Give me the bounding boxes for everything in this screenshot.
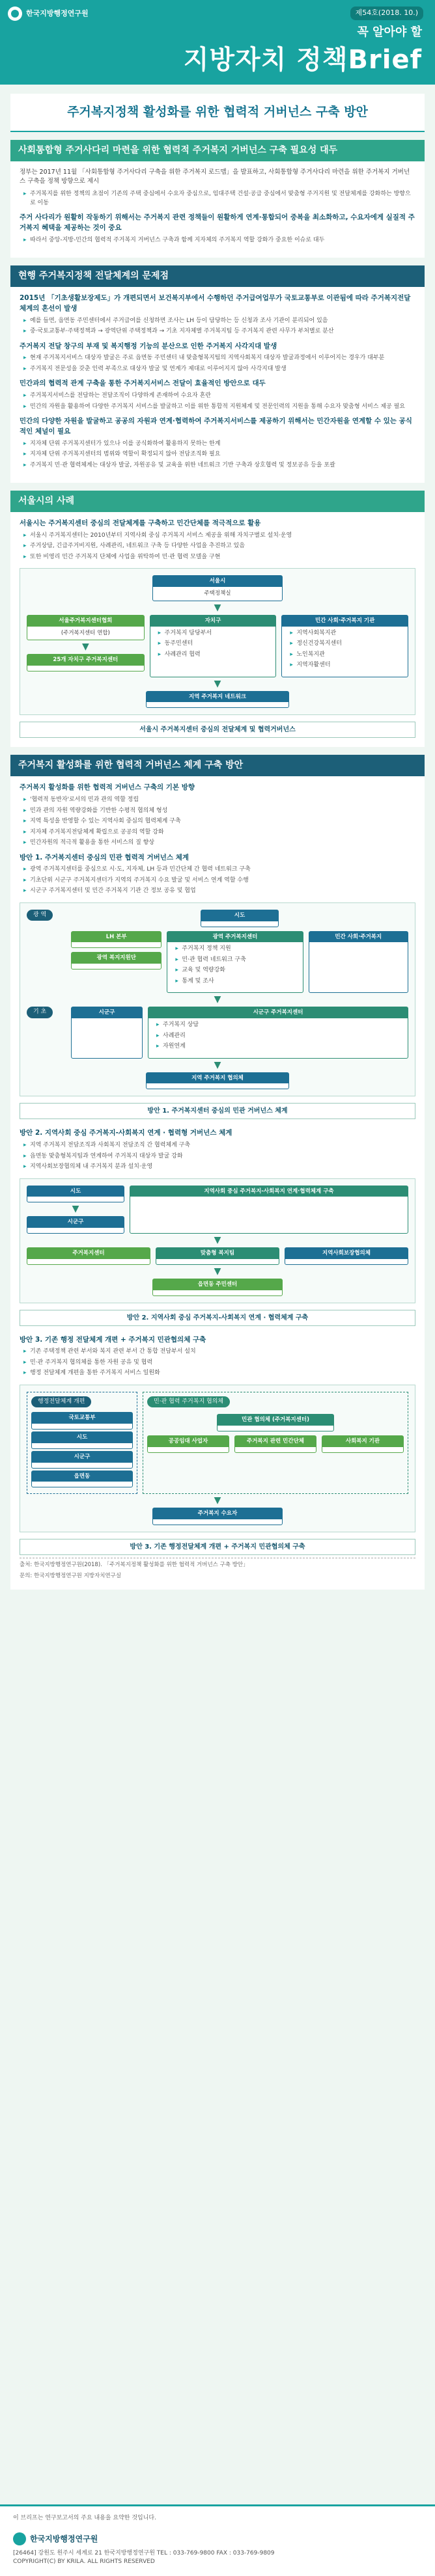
node-item: ▸ 노인복지관 bbox=[290, 651, 404, 660]
diagram-node-sido bbox=[201, 910, 279, 927]
list-item: ▸ 지역사회보장협의체 내 주거복지 분과 설치·운영 bbox=[23, 1163, 415, 1172]
level-label-regional: 광 역 bbox=[27, 910, 53, 921]
diagram-node-welfare-support bbox=[71, 952, 161, 969]
node-title: 지역사회보장협의체 bbox=[285, 1248, 408, 1259]
diagram-node-sigungu-center bbox=[148, 1007, 408, 1058]
node-title: 주거복지센터 bbox=[27, 1248, 150, 1259]
brand-title: 지방자치 정책Brief bbox=[183, 45, 422, 75]
node-title: 시군구 bbox=[72, 1007, 142, 1018]
node-title: 시도 bbox=[27, 1186, 124, 1197]
section-1 bbox=[10, 140, 425, 258]
list-item: ▸ 민·관 주거복지 협의체를 통한 자원 공유 및 협력 bbox=[23, 1359, 415, 1368]
diagram-node-sigungu bbox=[71, 1007, 143, 1058]
org-logo-icon bbox=[8, 7, 22, 21]
arrow-down-icon: ▼ bbox=[214, 1266, 221, 1277]
node-title: 시도 bbox=[32, 1432, 132, 1443]
diagram-node-sido bbox=[27, 1186, 124, 1203]
list-item: ▸ 따라서 중앙-지방-민간의 협력적 주거복지 거버넌스 구축과 함께 지자체의 주거복지 역할 강화가 중요한 이슈로 대두 bbox=[23, 236, 415, 245]
node-title: 지역 주거복지 네트워크 bbox=[147, 692, 288, 703]
sub-brand: 꼭 알아야 할 bbox=[357, 25, 422, 39]
arrow-down-icon: ▼ bbox=[214, 602, 221, 613]
section-2-list-4 bbox=[23, 440, 415, 470]
list-item: ▸ 민간자원의 적극적 활용을 통한 서비스의 질 향상 bbox=[23, 839, 415, 848]
section-4-lead1: 주거복지 활성화를 위한 협력적 거버넌스 구축의 기본 방향 bbox=[20, 783, 195, 792]
node-item: ▸ 사례관리 협력 bbox=[158, 651, 272, 660]
arrow-down-icon: ▼ bbox=[214, 678, 221, 689]
list-item: ▸ 민과 관의 자원 역량강화를 기반한 수평적 협의체 형성 bbox=[23, 807, 415, 816]
diagram-node-ministry bbox=[31, 1412, 133, 1430]
node-title: 서울시 bbox=[153, 576, 282, 587]
node-item: ▸ 동주민센터 bbox=[158, 640, 272, 649]
option-2-list bbox=[23, 1141, 415, 1172]
org-logo-icon bbox=[13, 2532, 26, 2545]
arrow-down-icon: ▼ bbox=[214, 1235, 221, 1245]
footer-logo bbox=[13, 2532, 422, 2545]
node-item: ▸ 정신건강복지센터 bbox=[290, 640, 404, 649]
footer-org: 한국지방행정연구원 bbox=[30, 2534, 98, 2543]
node-item: ▸ 지역사회복지관 bbox=[290, 629, 404, 638]
section-2-lead1: 2015년 「기초생활보장제도」가 개편되면서 보건복지부에서 수행하던 주거급여업무가 국토교통부로 이관됨에 따라 주거복지전달체계의 혼선이 발생 bbox=[20, 294, 411, 312]
diagram-node-seoul bbox=[152, 575, 283, 601]
section-2-list-3 bbox=[23, 392, 415, 411]
option-1-diagram bbox=[20, 902, 415, 1097]
node-title: LH 본부 bbox=[72, 932, 161, 943]
node-title: 읍면동 bbox=[32, 1471, 132, 1482]
section-2-list-1 bbox=[23, 317, 415, 336]
diagram-node-regional-center bbox=[167, 931, 303, 994]
list-item: ▸ 광역 주거복지센터를 중심으로 시·도, 지자체, LH 등과 민간단체 간 협력 네트워크 구축 bbox=[23, 865, 415, 874]
node-title: 시도 bbox=[201, 910, 278, 921]
org-name: 한국지방행정연구원 bbox=[26, 8, 89, 18]
section-2-lead2: 주거복지 전달 창구의 부재 및 복지행정 기능의 분산으로 인한 주거복지 사각지대 발생 bbox=[20, 342, 277, 350]
section-4-principles bbox=[23, 796, 415, 848]
node-title: 공공임대 사업자 bbox=[148, 1436, 229, 1447]
node-item: ▸ 주거복지 정책 지원 bbox=[175, 945, 298, 954]
node-title: 민관 협의체 (주거복지센터) bbox=[218, 1415, 333, 1426]
list-item: ▸ 주거복지 민·관 협력체계는 대상자 발굴, 자원공유 및 교육을 위한 네트워크 기반 구축과 상호협력 및 정보공유 등을 포괄 bbox=[23, 461, 415, 470]
node-title: 민간 사회·주거복지 기관 bbox=[282, 616, 408, 627]
option-1-list bbox=[23, 865, 415, 896]
diagram-node-sigungu bbox=[31, 1451, 133, 1469]
figure-caption: 서울시 주거복지센터 중심의 전달체계 및 협력거버넌스 bbox=[20, 722, 415, 738]
diagram-node-linkage bbox=[130, 1186, 408, 1234]
arrow-down-icon: ▼ bbox=[214, 1495, 221, 1506]
diagram-node-council-center bbox=[217, 1414, 334, 1431]
node-item: ▸ 민·관 협력 네트워크 구축 bbox=[175, 956, 298, 965]
diagram-node-lh bbox=[71, 931, 161, 949]
figure-caption-1: 방안 1. 주거복지센터 중심의 민관 거버넌스 체계 bbox=[20, 1103, 415, 1119]
diagram-node-private bbox=[281, 615, 408, 677]
list-item: ▸ 지자체 주거복지전담체계 확립으로 공공의 역할 강화 bbox=[23, 828, 415, 837]
diagram-node-district bbox=[150, 615, 277, 677]
node-title: 광역 복지지원단 bbox=[72, 953, 161, 964]
diagram-node-civil-group bbox=[234, 1435, 316, 1453]
option-3-diagram bbox=[20, 1385, 415, 1532]
node-title: 광역 주거복지센터 bbox=[167, 932, 302, 943]
node-item: ▸ 사례관리 bbox=[156, 1032, 404, 1041]
node-sub: (주거복지센터 연합) bbox=[61, 629, 110, 636]
diagram-node-civil bbox=[309, 931, 408, 994]
node-title: 행정전달체계 개편 bbox=[31, 1396, 91, 1408]
list-item: ▸ 시군구 주거복지센터 및 민간 주거복지 기관 간 정보 공유 및 협업 bbox=[23, 887, 415, 896]
footer bbox=[0, 2504, 435, 2576]
section-3 bbox=[10, 491, 425, 747]
main-title: 주거복지정책 활성화를 위한 협력적 거버넌스 구축 방안 bbox=[10, 94, 425, 132]
arrow-down-icon: ▼ bbox=[214, 1059, 221, 1070]
list-item: ▸ 예를 들면, 읍면동 주민센터에서 주거급여를 신청하면 조사는 LH 등이 담당하는 등 신청과 조사 기관이 분리되어 있음 bbox=[23, 317, 415, 326]
node-title: 국토교통부 bbox=[32, 1413, 132, 1424]
diagram-node-eupmyeondong bbox=[31, 1471, 133, 1488]
section-1-list bbox=[23, 190, 415, 208]
section-2-lead3: 민간과의 협력적 관계 구축을 통한 주거복지서비스 전달이 효율적인 방안으로 대두 bbox=[20, 379, 266, 388]
section-3-lead1: 서울시는 주거복지센터 중심의 전달체계를 구축하고 민간단체를 적극적으로 활용 bbox=[20, 519, 261, 527]
list-item: ▸ 지역 주거복지 전담조직과 사회복지 전담조직 간 협력체계 구축 bbox=[23, 1141, 415, 1150]
list-item: ▸ 민간의 자원을 활용하여 다양한 주거복지 서비스를 발굴하고 이를 위한 통합적 지원체계 및 전문인력의 지원을 통해 수요자 맞춤형 서비스 제공 필요 bbox=[23, 403, 415, 412]
section-1-p1: 정부는 2017년 11월 「사회통합형 주거사다리 구축을 위한 주거복지 로드맵」을 발표하고, 사회통합형 주거사다리 마련을 위한 주거복지 거버넌스 구축을 정책 방향으로 제시 bbox=[20, 168, 410, 185]
option-1-title: 방안 1. 주거복지센터 중심의 민관 협력적 거버넌스 체계 bbox=[20, 853, 189, 861]
diagram-node-district-centers bbox=[27, 654, 145, 671]
section-4-heading: 주거복지 활성화를 위한 협력적 거버넌스 체계 구축 방안 bbox=[10, 755, 425, 776]
diagram-node-recipients bbox=[152, 1508, 283, 1525]
section-3-list bbox=[23, 532, 415, 562]
section-2-list-2 bbox=[23, 354, 415, 373]
node-title: 서울주거복지센터협회 bbox=[27, 616, 144, 627]
figure-caption-3: 방안 3. 기존 행정전달체계 개편 + 주거복지 민관협의체 구축 bbox=[20, 1539, 415, 1555]
node-item: ▸ 교육 및 역량강화 bbox=[175, 966, 298, 975]
section-4 bbox=[10, 755, 425, 1589]
option-3-list bbox=[23, 1348, 415, 1378]
list-item: ▸ 지역 특성을 반영할 수 있는 지역사회 중심의 협력체계 구축 bbox=[23, 817, 415, 826]
diagram-node-social-council bbox=[285, 1247, 408, 1265]
list-item: ▸ 주거복지를 위한 정책의 초점이 기존의 주택 중심에서 수요자 중심으로, 임대주택 건설·공급 중심에서 맞춤형 주거지원 및 전달체계를 강화하는 방향으로 이동 bbox=[23, 190, 415, 208]
node-item: ▸ 주거복지 담당부서 bbox=[158, 629, 272, 638]
option-2-diagram bbox=[20, 1178, 415, 1303]
node-title: 지역사회 중심 주거복지-사회복지 연계·협력체계 구축 bbox=[130, 1186, 408, 1197]
section-2-lead4: 민간의 다양한 자원을 발굴하고 공공의 자원과 연계·협력하여 주거복지서비스를 제공하기 위해서는 민간자원을 연계할 수 있는 공식적인 체널이 필요 bbox=[20, 417, 412, 435]
list-item: ▸ '협력적 동반자'로서의 민과 관의 역할 정립 bbox=[23, 796, 415, 805]
header bbox=[0, 0, 435, 85]
section-2-heading: 현행 주거복지정책 전달체계의 문제점 bbox=[10, 265, 425, 287]
node-item: ▸ 통계 및 조사 bbox=[175, 977, 298, 986]
diagram-node-public-rental bbox=[147, 1435, 229, 1453]
list-item: ▸ 서울시 주거복지센터는 2010년부터 지역사회 중심 주거복지 서비스 제공을 위해 자치구별로 설치·운영 bbox=[23, 532, 415, 541]
section-1-lead2: 주거 사다리가 원활히 작동하기 위해서는 주거복지 관련 정책들이 원활하게 연계·통합되어 중복을 최소화하고, 수요자에게 실질적 주거복지 혜택을 제공하는 것이 중요 bbox=[20, 213, 415, 232]
diagram-node-sigungu bbox=[27, 1216, 124, 1234]
admin-chain bbox=[27, 1392, 137, 1495]
section-1-heading: 사회통합형 주거사다리 마련을 위한 협력적 주거복지 거버넌스 구축 필요성 대두 bbox=[10, 140, 425, 161]
level-label-basic: 기 초 bbox=[27, 1007, 53, 1018]
node-item: ▸ 자원연계 bbox=[156, 1042, 404, 1051]
node-title: 지역 주거복지 협의체 bbox=[147, 1073, 288, 1084]
diagram-node-association bbox=[27, 615, 145, 641]
diagram-node-sido bbox=[31, 1431, 133, 1449]
diagram-node-social-agency bbox=[322, 1435, 404, 1453]
arrow-down-icon: ▼ bbox=[214, 994, 221, 1005]
list-item: ▸ 주거복지 전문성을 갖춘 인력 부족으로 대상자 발굴 및 연계가 제대로 이루어지지 않아 사각지대 발생 bbox=[23, 365, 415, 374]
list-item: ▸ 지자체 단위 주거복지센터의 범위와 역할이 확정되지 않아 전담조직화 필요 bbox=[23, 450, 415, 459]
section-1-list-2 bbox=[23, 236, 415, 245]
list-item: ▸ 중·국토교통부·주택정책과 → 광역단위 주택정책과 → 기초 지자체별 주거복지팀 등 주거복지 관련 사무가 부처별로 분산 bbox=[23, 327, 415, 336]
section-3-heading: 서울시의 사례 bbox=[10, 491, 425, 512]
list-item: ▸ 또한 비영리 민간 주거복지 단체에 사업을 위탁하여 민·관 협력 모델을 구현 bbox=[23, 553, 415, 562]
issue-number: 제54호(2018. 10.) bbox=[350, 7, 423, 20]
node-item: ▸ 주거복지 상담 bbox=[156, 1021, 404, 1030]
diagram-node-community-center bbox=[152, 1279, 283, 1296]
node-item: ▸ 지역자활센터 bbox=[290, 661, 404, 670]
list-item: ▸ 기초단위 시군구 주거복지센터가 지역의 주거복지 수요 발굴 및 서비스 연계 역할 수행 bbox=[23, 876, 415, 886]
list-item: ▸ 기존 주택정책 관련 부서와 복지 관련 부서 간 통합 전담부서 설치 bbox=[23, 1348, 415, 1357]
node-sub: 주택정책실 bbox=[204, 590, 231, 597]
node-title: 민·관 협력 주거복지 협의체 bbox=[147, 1396, 230, 1408]
node-title: 시군구 bbox=[27, 1217, 124, 1228]
arrow-down-icon: ▼ bbox=[72, 1204, 79, 1215]
option-2-title: 방안 2. 지역사회 중심 주거복지-사회복지 연계 · 협력형 거버넌스 체계 bbox=[20, 1129, 232, 1137]
list-item: ▸ 지자체 단위 주거복지센터가 있으나 이를 공식화하여 활용하지 못하는 한계 bbox=[23, 440, 415, 449]
partnership-council bbox=[143, 1392, 408, 1495]
footer-address: [26464] 강원도 원주시 세계로 21 한국지방행정연구원 TEL : 033-769-9800 FAX : 033-769-9809 bbox=[13, 2549, 275, 2556]
diagram-node-network bbox=[146, 691, 289, 709]
node-title: 시군구 주거복지센터 bbox=[148, 1007, 408, 1018]
contact-note: 문의: 한국지방행정연구원 지방자치연구실 bbox=[20, 1572, 122, 1579]
list-item: ▸ 주거상담, 긴급주거비지원, 사례관리, 네트워크 구축 등 다양한 사업을 추진하고 있음 bbox=[23, 542, 415, 551]
node-title: 25개 자치구 주거복지센터 bbox=[27, 655, 144, 666]
figure-caption-2: 방안 2. 지역사회 중심 주거복지-사회복지 연계 · 협력체계 구축 bbox=[20, 1310, 415, 1326]
arrow-down-icon: ▼ bbox=[81, 642, 89, 653]
node-title: 자치구 bbox=[150, 616, 276, 627]
node-title: 시군구 bbox=[32, 1452, 132, 1463]
footer-copyright: COPYRIGHT(C) BY KRILA. ALL RIGHTS RESERVED bbox=[13, 2558, 155, 2565]
org-logo bbox=[8, 7, 89, 21]
section-2 bbox=[10, 265, 425, 483]
node-title: 읍면동 주민센터 bbox=[153, 1279, 282, 1290]
node-title: 주거복지 수요자 bbox=[153, 1508, 282, 1519]
diagram-node-housing-center bbox=[27, 1247, 150, 1265]
footer-disclaimer: 이 브리프는 연구보고서의 주요 내용을 요약한 것입니다. bbox=[13, 2515, 156, 2521]
option-3-title: 방안 3. 기존 행정 전달체계 개편 + 주거복지 민관협의체 구축 bbox=[20, 1335, 206, 1344]
list-item: ▸ 주거복지서비스를 전담하는 전달조직이 다양하게 존재하여 수요자 혼란 bbox=[23, 392, 415, 401]
seoul-diagram bbox=[20, 568, 415, 715]
diagram-node-custom-team bbox=[156, 1247, 279, 1265]
node-title: 민간 사회·주거복지 bbox=[309, 932, 408, 943]
list-item: ▸ 현재 주거복지서비스 대상자 발굴은 주로 읍면동 주민센터 내 맞춤형복지팀의 지역사회복지 대상자 발굴과정에서 이루어지는 경우가 대부분 bbox=[23, 354, 415, 363]
node-title: 맞춤형 복지팀 bbox=[156, 1248, 279, 1259]
list-item: ▸ 행정 전달체계 개편을 통한 주거복지 서비스 일원화 bbox=[23, 1369, 415, 1378]
node-title: 사회복지 기관 bbox=[322, 1436, 403, 1447]
node-title: 주거복지 관련 민간단체 bbox=[235, 1436, 316, 1447]
list-item: ▸ 읍면동 맞춤형복지팀과 연계하여 주거복지 대상자 발굴 강화 bbox=[23, 1152, 415, 1161]
diagram-node-council bbox=[146, 1072, 289, 1090]
source-note: 출처: 한국지방행정연구원(2018). 「주거복지정책 활성화를 위한 협력적 거버넌스 구축 방안」 bbox=[20, 1558, 415, 1569]
